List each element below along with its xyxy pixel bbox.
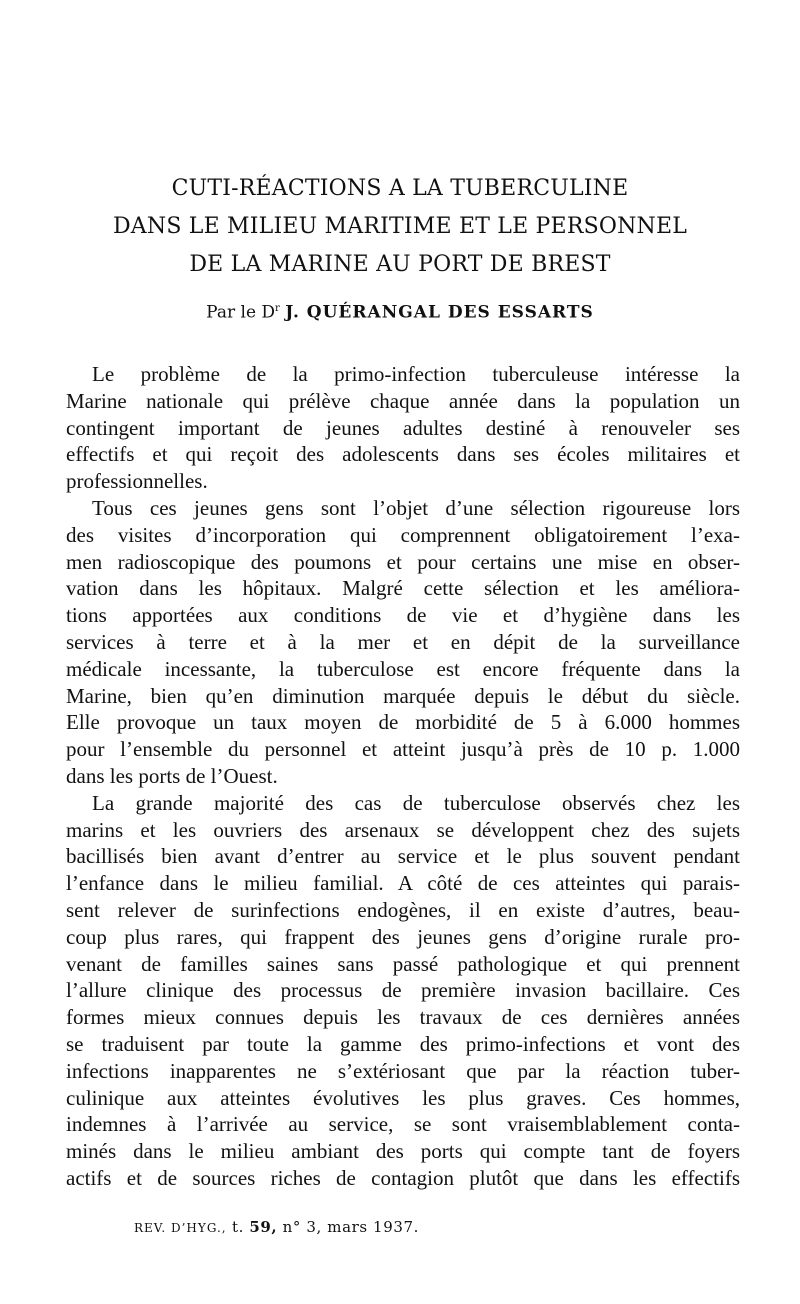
byline-sup: r xyxy=(275,303,280,314)
text-line: Tous ces jeunes gens sont l’objet d’une sélection rigoureuse lors xyxy=(92,495,740,520)
journal-name: REV. D’HYG., xyxy=(134,1221,227,1235)
text-line: actifs et de sources riches de contagion plutôt que dans les effectifs xyxy=(66,1165,740,1190)
text-line: vation dans les hôpitaux. Malgré cette sélection et les améliora- xyxy=(66,576,740,601)
issue-date: n° 3, mars 1937. xyxy=(282,1218,419,1236)
text-line: culinique aux atteintes évolutives les plus graves. Ces hommes, xyxy=(66,1085,740,1110)
text-line: dans les ports de l’Ouest. xyxy=(66,763,278,788)
text-line: l’allure clinique des processus de première invasion bacillaire. Ces xyxy=(66,978,740,1003)
text-line: venant de familles saines sans passé pathologique et qui prennent xyxy=(66,951,740,976)
text-line: men radioscopique des poumons et pour certains une mise en obser- xyxy=(66,549,740,574)
title-line-2: DANS LE MILIEU MARITIME ET LE PERSONNEL xyxy=(112,214,688,239)
text-line: Marine nationale qui prélève chaque année dans la population un xyxy=(66,388,740,413)
text-line: se traduisent par toute la gamme des primo-infections et vont des xyxy=(66,1031,740,1056)
text-line: infections inapparentes ne s’extériosant que par la réaction tuber- xyxy=(66,1058,740,1083)
text-line: des visites d’incorporation qui comprennent obligatoirement l’exa- xyxy=(66,522,740,547)
text-line: services à terre et à la mer et en dépit de la surveillance xyxy=(66,629,740,654)
title-line-3: DE LA MARINE AU PORT DE BREST xyxy=(189,252,611,277)
text-line: médicale incessante, la tuberculose est encore fréquente dans la xyxy=(66,656,740,681)
text-line: bacillisés bien avant d’entrer au service et le plus souvent pendant xyxy=(66,844,740,869)
article-title xyxy=(60,170,740,284)
author-name: J. QUÉRANGAL DES ESSARTS xyxy=(285,302,594,323)
text-line: contingent important de jeunes adultes destiné à renouveler ses xyxy=(66,415,740,440)
text-line: tions apportées aux conditions de vie et d’hygiène dans les xyxy=(66,603,740,628)
text-line: formes mieux connues depuis les travaux de ces dernières années xyxy=(66,1005,740,1030)
text-line: coup plus rares, qui frappent des jeunes gens d’origine rurale pro- xyxy=(66,924,740,949)
text-line: indemnes à l’arrivée au service, se sont vraisemblablement conta- xyxy=(66,1112,740,1137)
text-line: effectifs et qui reçoit des adolescents dans ses écoles militaires et xyxy=(66,442,740,467)
text-line: l’enfance dans le milieu familial. A côté de ces atteintes qui parais- xyxy=(66,871,740,896)
byline-prefix: Par le D xyxy=(206,302,276,323)
text-line: Marine, bien qu’en diminution marquée depuis le début du siècle. xyxy=(66,683,740,708)
journal-citation xyxy=(134,1215,419,1240)
title-line-1: CUTI-RÉACTIONS A LA TUBERCULINE xyxy=(171,176,629,201)
text-line: Le problème de la primo-infection tuberculeuse intéresse la xyxy=(92,362,740,386)
text-line: minés dans le milieu ambiant des ports qui compte tant de foyers xyxy=(66,1139,740,1164)
text-line: pour l’ensemble du personnel et atteint jusqu’à près de 10 p. 1.000 xyxy=(66,737,740,762)
text-line: sent relever de surinfections endogènes, il en existe d’autres, beau- xyxy=(66,897,740,922)
text-line: Elle provoque un taux moyen de morbidité de 5 à 6.000 hommes xyxy=(66,710,740,735)
text-line: La grande majorité des cas de tuberculose observés chez les xyxy=(92,790,740,815)
article-body xyxy=(66,361,740,1192)
text-line: marins et les ouvriers des arsenaux se développent chez des sujets xyxy=(66,817,740,842)
author-byline xyxy=(60,296,740,326)
tome-label: t. xyxy=(231,1218,244,1236)
text-line: professionnelles. xyxy=(66,469,208,494)
tome-number: 59, xyxy=(249,1218,278,1236)
